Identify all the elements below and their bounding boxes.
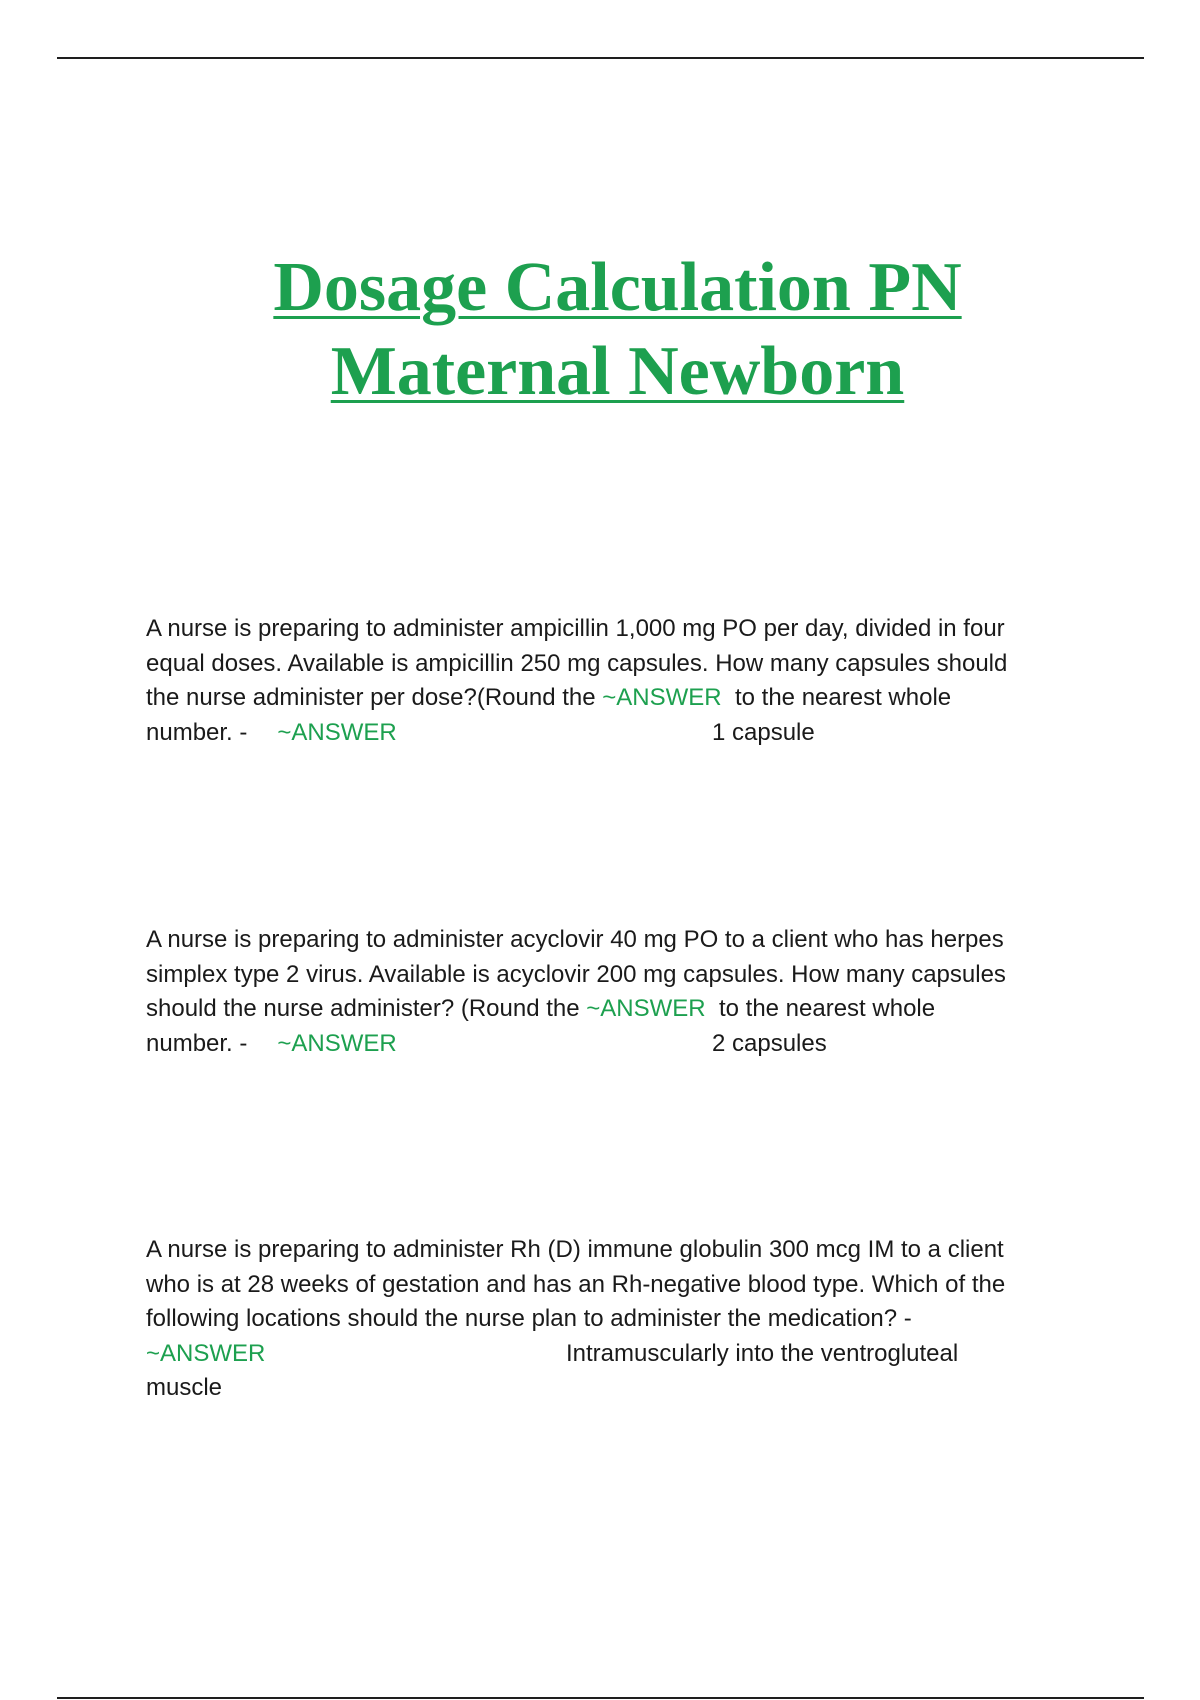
page-title: [0, 246, 1200, 414]
header-rule: [57, 57, 1144, 59]
answer-text: Intramuscularly into the ventrogluteal: [566, 1339, 959, 1367]
answer-text: 1 capsule: [712, 718, 815, 746]
title-line-1: Dosage Calculation PN: [273, 249, 962, 326]
question-text: simplex type 2 virus. Available is acyclovir 200 mg capsules. How many capsules: [146, 960, 1006, 988]
question-text: following locations should the nurse plan to administer the medication? -: [146, 1305, 912, 1332]
question-text: [146, 1337, 1076, 1372]
question-text: A nurse is preparing to administer Rh (D) immune globulin 300 mcg IM to a client: [146, 1236, 1004, 1263]
question-text: should the nurse administer? (Round the ~ANSWER to the nearest whole: [146, 995, 936, 1022]
footer-rule: [57, 1697, 1144, 1699]
answer-marker: ~ANSWER: [146, 1339, 266, 1367]
answer-marker: ~ANSWER: [277, 1029, 397, 1057]
question-text: who is at 28 weeks of gestation and has an Rh-negative blood type. Which of the: [146, 1270, 1006, 1298]
question-text: equal doses. Available is ampicillin 250 mg capsules. How many capsules should: [146, 649, 1008, 677]
question-text: number. - ~ANSWER 2 capsules: [146, 1027, 1076, 1062]
question-text: number. - ~ANSWER 1 capsule: [146, 716, 1076, 751]
question-block-2: [146, 923, 1076, 1061]
answer-marker: ~ANSWER: [586, 995, 706, 1022]
question-text: A nurse is preparing to administer acyclovir 40 mg PO to a client who has herpes: [146, 926, 1004, 953]
answer-text-continued: muscle: [146, 1374, 223, 1401]
title-line-2: Maternal Newborn: [330, 333, 905, 410]
question-text: A nurse is preparing to administer ampicillin 1,000 mg PO per day, divided in four: [146, 615, 1005, 642]
answer-marker: ~ANSWER: [277, 718, 397, 746]
answer-marker: ~ANSWER: [602, 684, 722, 711]
question-text: the nurse administer per dose?(Round the ~ANSWER to the nearest whole: [146, 684, 952, 711]
question-block-1: [146, 612, 1076, 750]
question-block-3: [146, 1233, 1076, 1406]
answer-text: 2 capsules: [712, 1029, 827, 1057]
